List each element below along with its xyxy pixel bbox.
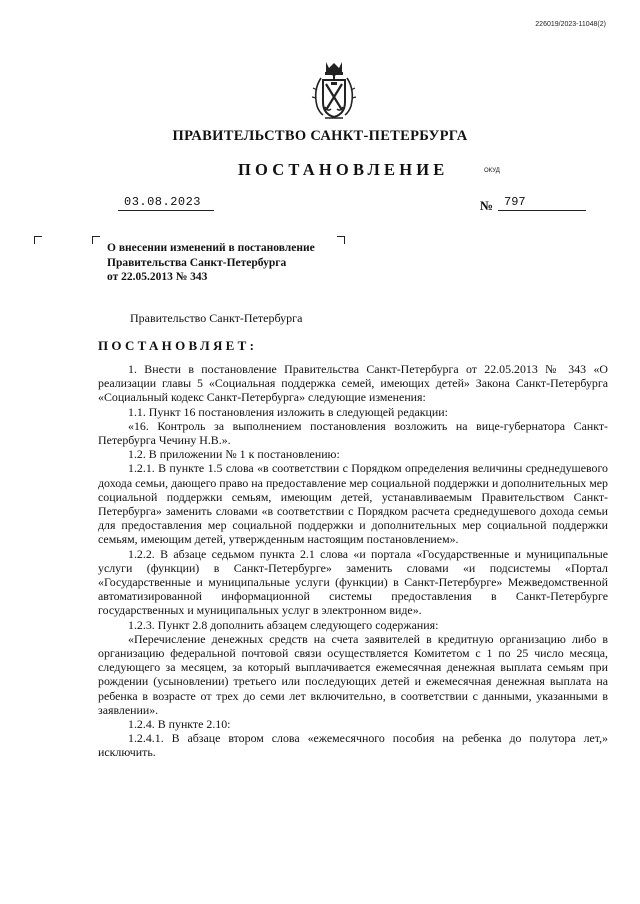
paragraph: 1.2. В приложении № 1 к постановлению: xyxy=(128,447,340,462)
document-subject xyxy=(107,241,347,285)
paragraph: 1.2.3. Пункт 2.8 дополнить абзацем следующего содержания: xyxy=(128,617,439,632)
paragraph: 1.2.1. В пункте 1.5 слова «в соответствии с Порядком определения величины среднедушевого дохода семьи, дающего право на предоставление мер социальной поддержки и дополнительных мер социальной поддержки семьям, имеющим детей, устанавливаемым Правительством Санкт-Петербурга» заменить словами «в соответствии с Порядком расчета среднедушевого дохода семьи для предоставления мер социальной поддержки и дополнительных мер социальной поддержки семьям, имеющим детей, утвержденным настоящим постановлением». xyxy=(98,461,608,547)
subject-line: О внесении изменений в постановление xyxy=(107,242,315,254)
subject-line: от 22.05.2013 № 343 xyxy=(107,271,208,283)
paragraph: 1. Внести в постановление Правительства Санкт-Петербурга от 22.05.2013 № 343 «О реализации главы 5 «Социальная поддержка семей, имеющих детей» Закона Санкт-Петербурга «Социальный кодекс Санкт-Петербурга» следующие изменения: xyxy=(98,362,608,405)
coat-of-arms-emblem xyxy=(311,60,357,122)
document-body xyxy=(98,362,608,760)
paragraph: 1.2.2. В абзаце седьмом пункта 2.1 слова «и портала «Государственные и муниципальные услуги (функции) в Санкт-Петербурге» заменить словами «и подсистемы «Портал «Государственные и муниципальные услуги (функции) в Санкт-Петербурге» Межведомственной автоматизированной информационной системы предоставления в Санкт-Петербурге государственных и муниципальных услуг в электронном виде». xyxy=(98,546,608,618)
subject-line: Правительства Санкт-Петербурга xyxy=(107,256,287,269)
corner-mark-left xyxy=(34,236,42,244)
document-number: 797 xyxy=(498,194,586,211)
document-date: 03.08.2023 xyxy=(118,194,214,211)
paragraph: 1.2.4. В пункте 2.10: xyxy=(128,717,231,732)
paragraph: 1.2.4.1. В абзаце втором слова «ежемесячного пособия на ребенка до полутора лет,» исключить. xyxy=(98,731,608,760)
coat-of-arms-icon xyxy=(311,60,357,122)
paragraph: «Перечисление денежных средств на счета заявителей в кредитную организацию либо в организацию федеральной почтовой связи осуществляется Комитетом с 1 по 25 число месяца, следующего за месяцем, за который выплачивается ежемесячная денежная выплата семьям при рождении (усыновлении) третьего или последующих детей и ежемесячная денежная выплата на ребенка в возрасте от трех до семи лет включительно, в соответствии с данными, указанными в заявлении». xyxy=(98,631,608,717)
number-sign: № xyxy=(480,198,494,213)
government-name: ПРАВИТЕЛЬСТВО САНКТ-ПЕТЕРБУРГА xyxy=(172,128,468,144)
document-type: ПОСТАНОВЛЕНИЕ xyxy=(238,160,449,179)
decree-word: ПОСТАНОВЛЯЕТ: xyxy=(98,338,258,353)
document-code: 226019/2023-11048(2) xyxy=(535,21,606,28)
issuing-authority: Правительство Санкт-Петербурга xyxy=(130,311,303,325)
corner-mark-subject-left xyxy=(92,236,100,244)
paragraph: «16. Контроль за выполнением постановления возложить на вице-губернатора Санкт-Петербурга Чечину Н.В.». xyxy=(98,418,608,448)
paragraph: 1.1. Пункт 16 постановления изложить в следующей редакции: xyxy=(128,404,448,419)
okud-label: ОКУД xyxy=(484,168,500,174)
